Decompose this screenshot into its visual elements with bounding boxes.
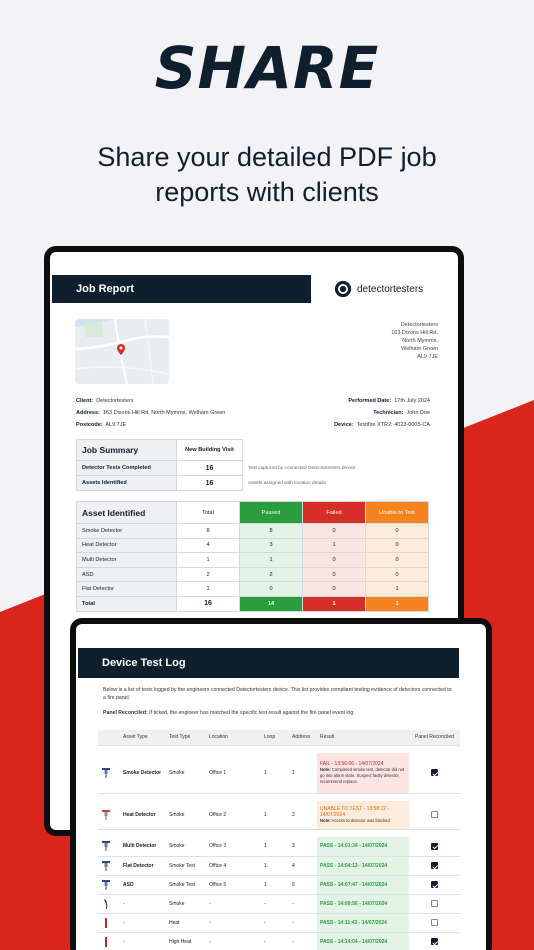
result-pass: PASS - 14:09:56 - 14/07/2024 bbox=[317, 894, 409, 913]
panel-reconciled-checkbox[interactable] bbox=[431, 900, 438, 907]
heat-probe-icon bbox=[101, 936, 111, 948]
phone-device-test-log bbox=[70, 618, 492, 950]
log-row[interactable]: - Heat - - - PASS - 14:11:43 - 14/07/2024 bbox=[98, 913, 460, 932]
brand-name: detectortesters bbox=[357, 283, 424, 295]
company-address: Detectortesters 163 Dixons Hill Rd, North Mymms, Welham Green AL9 7JE bbox=[391, 322, 438, 360]
visit-type: New Building Visit bbox=[177, 440, 243, 461]
hero-subtitle-line-1: Share your detailed PDF job bbox=[97, 142, 437, 172]
hero-subtitle bbox=[60, 140, 474, 210]
brand-logo bbox=[334, 280, 423, 298]
result-pass: PASS - 14:14:04 - 14/07/2024 bbox=[317, 932, 409, 950]
summary-row: Detector Tests Completed 16 Test captured by connected Detectortesters device bbox=[77, 461, 413, 476]
summary-row: Assets Identified 16 Assets assigned with location details bbox=[77, 476, 413, 491]
detectortesters-logo-icon bbox=[334, 280, 352, 298]
heat-detector-icon bbox=[101, 809, 111, 821]
asset-row: ASD 2 2 0 0 bbox=[77, 567, 429, 582]
job-report-header: Job Report bbox=[52, 275, 311, 303]
device-test-log-table bbox=[98, 730, 460, 950]
device-id: Testifire XTR2: 4023-0005-CA bbox=[356, 422, 430, 428]
client-address: 163 Dixons Hill Rd, North Mymms, Welham Green bbox=[102, 410, 226, 416]
result-pass: PASS - 14:07:47 - 14/07/2024 bbox=[317, 875, 409, 894]
technician-name: John Doe bbox=[406, 410, 430, 416]
flat-detector-icon bbox=[101, 860, 111, 872]
client-name: Detectortesters bbox=[96, 398, 134, 404]
result-unable-to-test: UNABLE TO TEST - 13:58:22 - 14/07/2024 Note: Access to detector was blocked bbox=[317, 801, 409, 829]
panel-reconciled-checkbox[interactable] bbox=[431, 769, 438, 776]
log-row[interactable]: Heat Detector Smoke Office 2 1 2 UNABLE TO TEST - 13:58:22 - 14/07/2024 Note: Access to detector was blocked bbox=[98, 801, 460, 829]
log-row[interactable]: Flat Detector Smoke Test Office 4 1 4 PASS - 14:04:13 - 14/07/2024 bbox=[98, 856, 460, 875]
job-details: Performed Date: 17th July 2024 Technician: John Doe Device: Testifire XTR2: 4023-0005-CA bbox=[334, 398, 430, 428]
panel-reconciled-checkbox[interactable] bbox=[431, 811, 438, 818]
panel-reconciled-checkbox[interactable] bbox=[431, 938, 438, 945]
map-pin-icon bbox=[117, 344, 125, 355]
job-summary-title: Job Summary bbox=[77, 440, 177, 461]
asset-row: Heat Detector 4 3 1 0 bbox=[77, 538, 429, 553]
asset-row: Multi Detector 1 1 0 0 bbox=[77, 553, 429, 568]
result-fail: FAIL - 13:56:06 - 14/07/2024 Note: Completed smoke test, detector did not go into alarm state. Suspect faulty detector, recommend replace. bbox=[317, 753, 409, 793]
log-row[interactable]: - High Heat - - - PASS - 14:14:04 - 14/07/2024 bbox=[98, 932, 460, 950]
result-pass: PASS - 14:04:13 - 14/07/2024 bbox=[317, 856, 409, 875]
asset-row: Flat Detector 1 0 0 1 bbox=[77, 582, 429, 597]
panel-reconciled-checkbox[interactable] bbox=[431, 862, 438, 869]
device-test-log-page[interactable] bbox=[76, 624, 486, 950]
asset-row: Smoke Detector 8 8 0 0 bbox=[77, 524, 429, 539]
multi-detector-icon bbox=[101, 840, 111, 852]
panel-reconciled-checkbox[interactable] bbox=[431, 919, 438, 926]
client-postcode: AL9 7JE bbox=[105, 422, 127, 428]
device-test-log-header: Device Test Log bbox=[78, 648, 459, 678]
result-pass: PASS - 14:11:43 - 14/07/2024 bbox=[317, 913, 409, 932]
log-table-header: Asset Type Test Type Location Loop Address Result Panel Reconciled bbox=[98, 730, 460, 745]
heat-probe-icon bbox=[101, 917, 111, 929]
asset-identified-table: Asset Identified Total Passed Failed Unable to Test Smoke Detector 8 8 0 0 Heat Detector 4 3 1 0 Multi Detector 1 1 0 0 ASD 2 2 0 0 Flat Detector 1 0 0 1 Total 16 14 1 1 bbox=[76, 501, 429, 612]
result-pass: PASS - 14:01:34 - 14/07/2024 bbox=[317, 837, 409, 856]
performed-date: 17th July 2024 bbox=[394, 398, 430, 404]
log-row[interactable]: Multi Detector Smoke Office 3 1 3 PASS - 14:01:34 - 14/07/2024 bbox=[98, 837, 460, 856]
log-intro-text: Below is a list of tests logged by the engineers connected Detectortesters device. This list provides compliant testing evidence of detectors connected to a fire panel. bbox=[103, 687, 452, 701]
log-row[interactable]: Smoke Detector Smoke Office 1 1 1 FAIL - 13:56:06 - 14/07/2024 Note: Completed smoke test, detector did not go into alarm state. Suspect faulty detector, recommend replace. bbox=[98, 753, 460, 793]
location-map[interactable] bbox=[75, 319, 169, 384]
probe-icon bbox=[101, 898, 111, 910]
asset-total-row: Total 16 14 1 1 bbox=[77, 596, 429, 611]
hero-subtitle-line-2: reports with clients bbox=[155, 177, 379, 207]
asset-identified-title: Asset Identified bbox=[77, 502, 177, 524]
hero-title: SHARE bbox=[154, 34, 380, 102]
log-row[interactable]: - Smoke - - - PASS - 14:09:56 - 14/07/2024 bbox=[98, 894, 460, 913]
panel-reconciled-note: Panel Reconciled: If ticked, the engineer has matched the specific test result against the fire panel event log. bbox=[103, 710, 355, 716]
panel-reconciled-checkbox[interactable] bbox=[431, 843, 438, 850]
client-details: Client: Detectortesters Address: 163 Dixons Hill Rd, North Mymms, Welham Green Postcode: AL9 7JE bbox=[76, 398, 226, 428]
panel-reconciled-checkbox[interactable] bbox=[431, 881, 438, 888]
job-summary-table bbox=[76, 439, 413, 491]
log-row[interactable]: ASD Smoke Test Office 5 1 5 PASS - 14:07:47 - 14/07/2024 bbox=[98, 875, 460, 894]
smoke-detector-icon bbox=[101, 767, 111, 779]
asd-icon bbox=[101, 879, 111, 891]
